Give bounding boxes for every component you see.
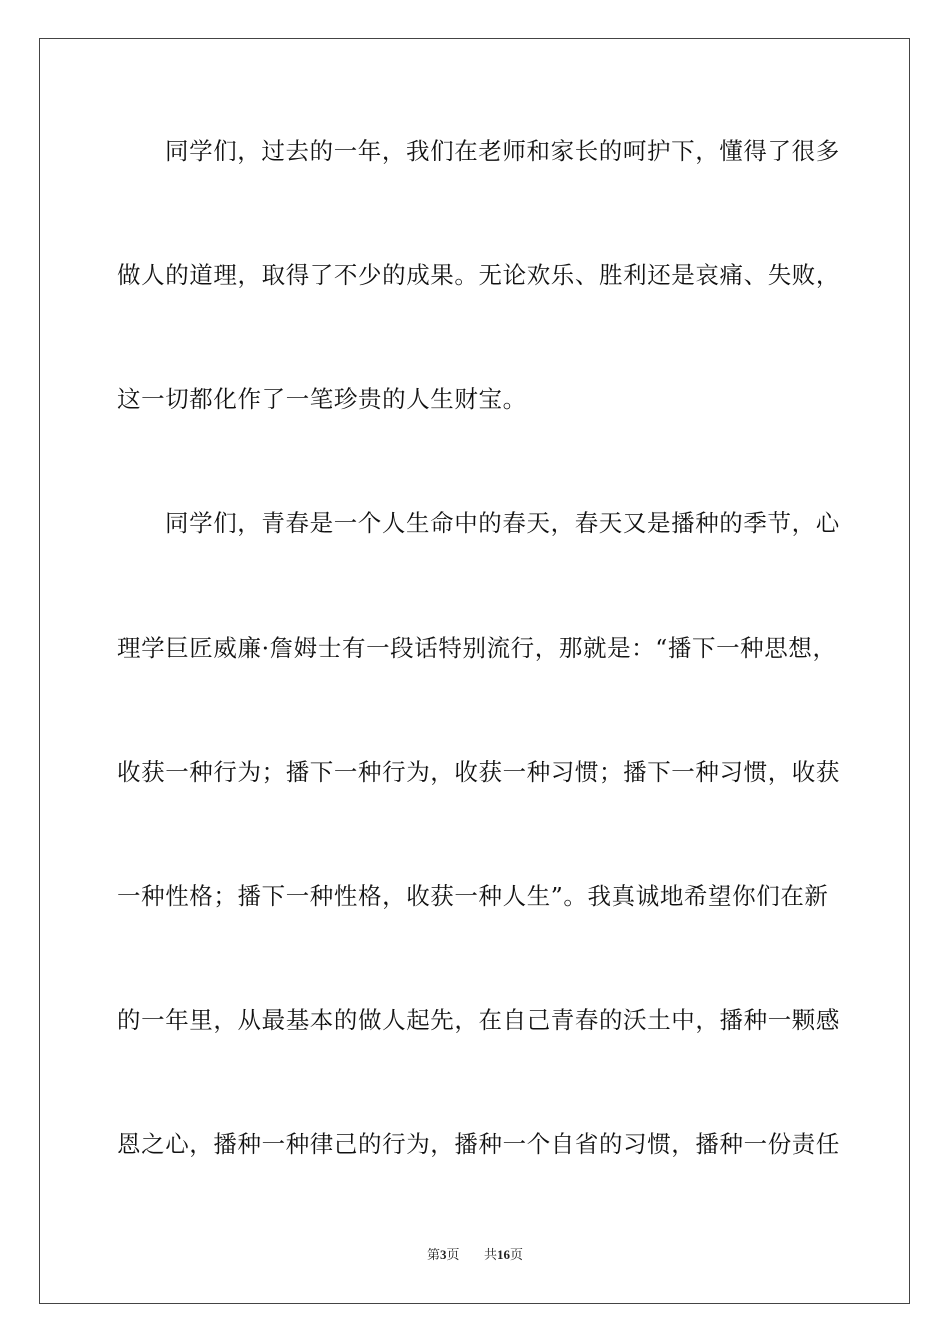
text-line: 理学巨匠威廉·詹姆士有一段话特别流行，那就是：“播下一种思想， [117,634,837,662]
text-line: 一种性格；播下一种性格，收获一种人生”。我真诚地希望你们在新 [117,882,829,910]
text-line: 的一年里，从最基本的做人起先，在自己青春的沃土中，播种一颗感 [117,1006,840,1034]
text-line: 恩之心，播种一种律己的行为，播种一个自省的习惯，播种一份责任 [117,1130,840,1158]
total-suffix: 页 [510,1247,524,1262]
page-prefix: 第 [426,1247,440,1262]
page-footer [0,1246,950,1264]
text-line: 这一切都化作了一笔珍贵的人生财宝。 [117,385,527,413]
page-frame [39,38,910,1304]
text-line: 做人的道理，取得了不少的成果。无论欢乐、胜利还是哀痛、失败， [117,261,840,289]
total-pages-indicator [484,1247,523,1262]
text-line: 同学们，过去的一年，我们在老师和家长的呵护下，懂得了很多 [165,137,840,165]
total-pages: 16 [497,1247,511,1262]
text-line: 同学们，青春是一个人生命中的春天，春天又是播种的季节，心 [165,509,840,537]
page-indicator [427,1247,463,1262]
page-suffix: 页 [446,1247,460,1262]
text-line: 收获一种行为；播下一种行为，收获一种习惯；播下一种习惯，收获 [117,758,840,786]
total-prefix: 共 [484,1247,498,1262]
page-number: 3 [439,1247,447,1262]
